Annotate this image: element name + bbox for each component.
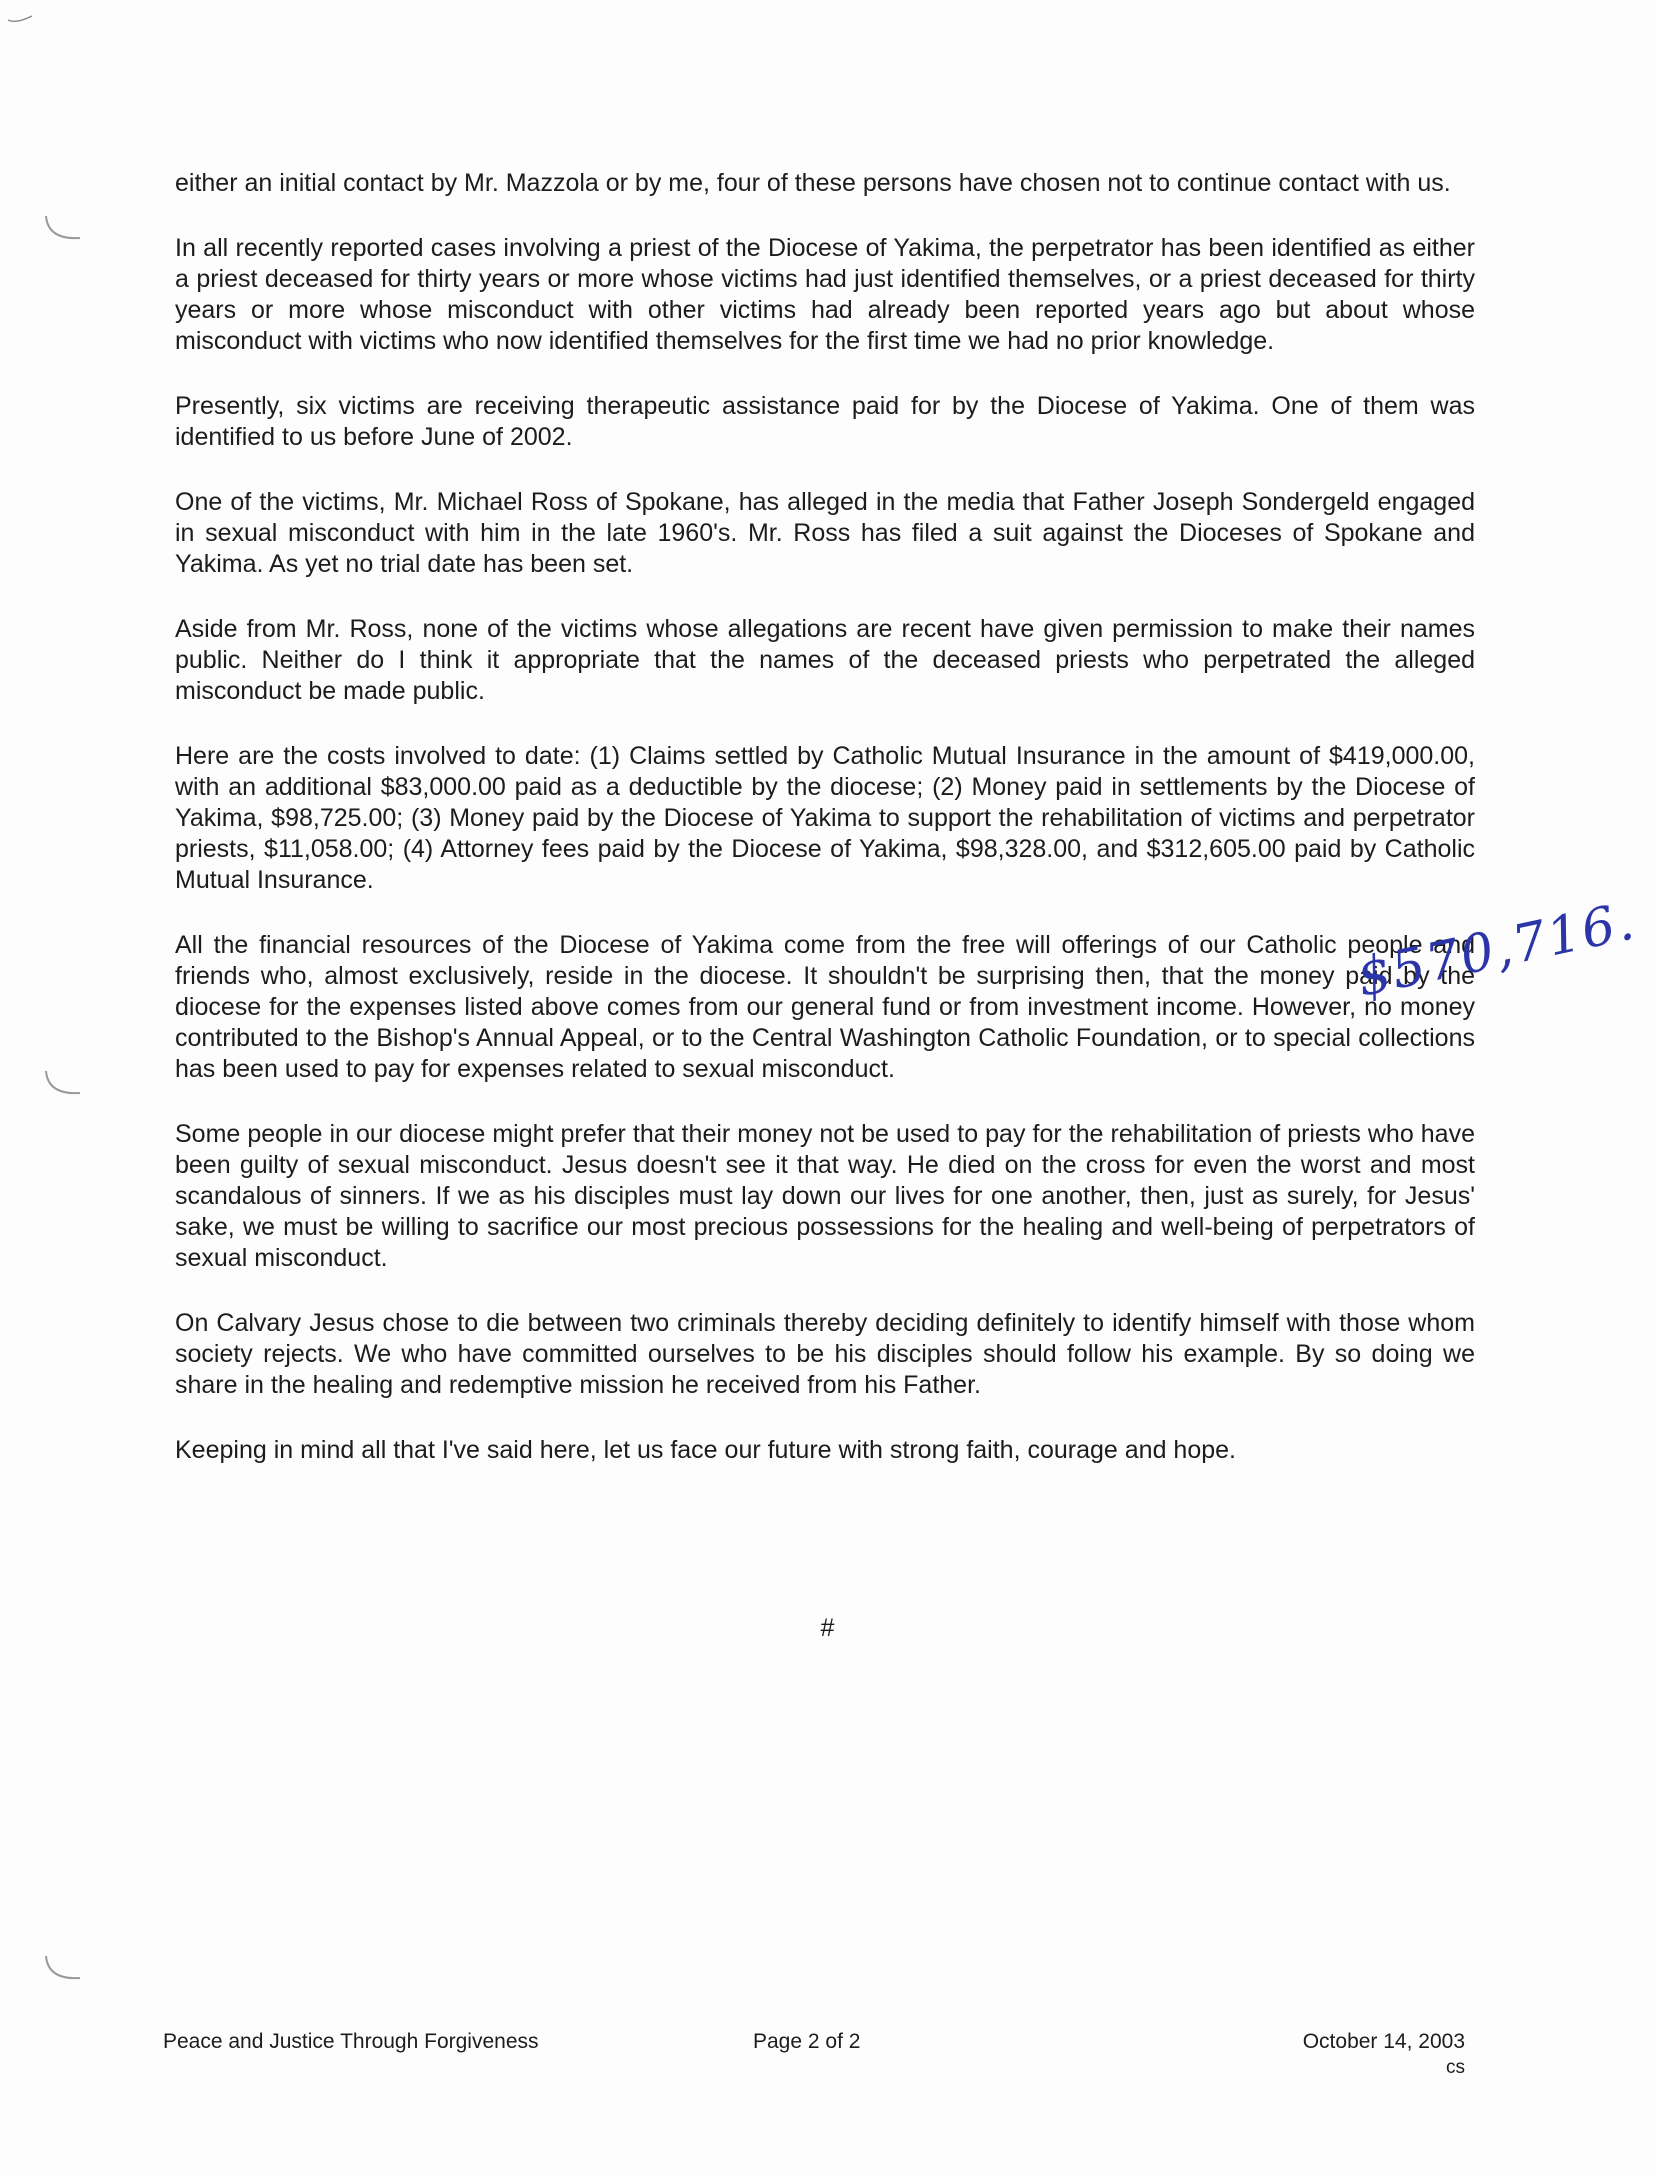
punch-hole-mark <box>40 210 90 250</box>
paragraph: Aside from Mr. Ross, none of the victims whose allegations are recent have given permission to make their names public. Neither do I think it appropriate that the names of the deceased priests who perpetrated the alleged misconduct be made public. <box>175 615 1475 705</box>
punch-hole-mark <box>40 1065 90 1105</box>
paragraph: All the financial resources of the Diocese of Yakima come from the free will offerings of our Catholic people and friends who, almost exclusively, reside in the diocese. It shouldn't be surprising then, that the money paid by the diocese for the expenses listed above comes from our general fund or from investment income. However, no money contributed to the Bishop's Annual Appeal, or to the Central Washington Catholic Foundation, or to special collections has been used to pay for expenses related to sexual misconduct. <box>175 931 1475 1083</box>
footer-page-number: Page 2 of 2 <box>753 2030 861 2053</box>
paragraph: On Calvary Jesus chose to die between two criminals thereby deciding definitely to identify himself with those whom society rejects. We who have committed ourselves to be his disciples should follow his example. By so doing we share in the healing and redemptive mission he received from his Father. <box>175 1309 1475 1399</box>
paragraph-closing: Keeping in mind all that I've said here, let us face our future with strong faith, courage and hope. <box>175 1436 1236 1464</box>
paragraph: either an initial contact by Mr. Mazzola or by me, four of these persons have chosen not to continue contact with us. <box>175 169 1451 197</box>
paragraph: Some people in our diocese might prefer that their money not be used to pay for the rehabilitation of priests who have been guilty of sexual misconduct. Jesus doesn't see it that way. He died on the cross for even the worst and most scandalous of sinners. If we as his disciples must lay down our lives for one another, then, just as surely, for Jesus' sake, we must be willing to sacrifice our most precious possessions for the healing and well-being of perpetrators of sexual misconduct. <box>175 1120 1475 1272</box>
paragraph-costs: Here are the costs involved to date: (1) Claims settled by Catholic Mutual Insurance in the amount of $419,000.00, with an additional $83,000.00 paid as a deductible by the diocese; (2) Money paid in settlements by the Diocese of Yakima, $98,725.00; (3) Money paid by the Diocese of Yakima to support the rehabilitation of victims and perpetrator priests, $11,058.00; (4) Attorney fees paid by the Diocese of Yakima, $98,328.00, and $312,605.00 paid by Catholic Mutual Insurance. <box>175 742 1475 894</box>
letter-body <box>175 168 1475 1500</box>
scan-corner-mark <box>6 8 36 28</box>
paragraph: One of the victims, Mr. Michael Ross of Spokane, has alleged in the media that Father Joseph Sondergeld engaged in sexual misconduct with him in the late 1960's. Mr. Ross has filed a suit against the Dioceses of Spokane and Yakima. As yet no trial date has been set. <box>175 488 1475 578</box>
footer-motto: Peace and Justice Through Forgiveness <box>163 2030 539 2053</box>
end-mark: # <box>820 1614 835 1642</box>
handwritten-total-annotation: $570,716. <box>1351 891 1641 1009</box>
paragraph: In all recently reported cases involving a priest of the Diocese of Yakima, the perpetrator has been identified as either a priest deceased for thirty years or more whose victims had just identified themselves, or a priest deceased for thirty years or more whose misconduct with other victims had already been reported years ago but about whose misconduct with victims who now identified themselves for the first time we had no prior knowledge. <box>175 234 1475 355</box>
footer-initials: cs <box>1446 2057 1465 2078</box>
punch-hole-mark <box>40 1950 90 1990</box>
paragraph: Presently, six victims are receiving therapeutic assistance paid for by the Diocese of Yakima. One of them was identified to us before June of 2002. <box>175 392 1475 451</box>
footer-date: October 14, 2003 <box>1302 2030 1465 2053</box>
